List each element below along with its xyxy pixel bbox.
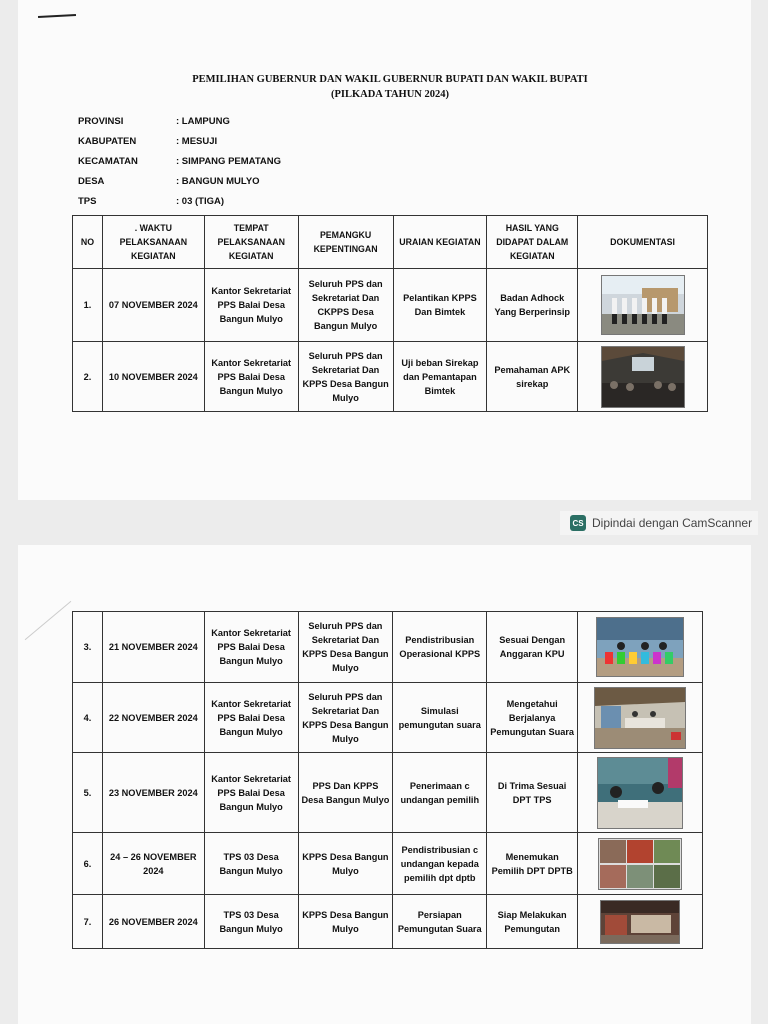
cell-uraian: Pelantikan KPPS Dan Bimtek: [393, 269, 487, 342]
document-title: [130, 72, 650, 102]
cell-pemangku: Seluruh PPS dan Sekretariat Dan KPPS Desa Bangun Mulyo: [298, 683, 393, 753]
info-key: DESA: [78, 176, 105, 187]
cell-uraian: Uji beban Sirekap dan Pemantapan Bimtek: [393, 342, 487, 412]
col-no: NO: [73, 216, 103, 269]
photo-penerimaan-undangan: [597, 757, 683, 829]
cell-dokumentasi: [578, 895, 703, 949]
info-key: TPS: [78, 196, 97, 207]
info-row: [78, 176, 281, 196]
photo-persiapan-tps: [600, 900, 680, 944]
col-waktu: . WAKTU PELAKSANAAN KEGIATAN: [102, 216, 204, 269]
table-row: [73, 895, 703, 949]
info-key: PROVINSI: [78, 116, 124, 127]
activity-table-page-2: [72, 611, 703, 949]
cell-waktu: 10 NOVEMBER 2024: [102, 342, 204, 412]
cell-no: 4.: [73, 683, 103, 753]
cell-uraian: Persiapan Pemungutan Suara: [393, 895, 487, 949]
cell-no: 6.: [73, 833, 103, 895]
cell-pemangku: KPPS Desa Bangun Mulyo: [298, 895, 393, 949]
cell-hasil: Pemahaman APK sirekap: [487, 342, 578, 412]
table-row: [73, 342, 708, 412]
info-key: KECAMATAN: [78, 156, 138, 167]
cell-waktu: 24 – 26 NOVEMBER 2024: [102, 833, 204, 895]
cell-waktu: 07 NOVEMBER 2024: [102, 269, 204, 342]
cell-hasil: Menemukan Pemilih DPT DPTB: [487, 833, 578, 895]
cell-no: 5.: [73, 753, 103, 833]
title-line-1: PEMILIHAN GUBERNUR DAN WAKIL GUBERNUR BUPATI DAN WAKIL BUPATI: [192, 74, 588, 85]
cell-dokumentasi: [578, 269, 708, 342]
table-row: [73, 833, 703, 895]
cell-uraian: Simulasi pemungutan suara: [393, 683, 487, 753]
cell-tempat: Kantor Sekretariat PPS Balai Desa Bangun Mulyo: [204, 342, 298, 412]
cell-hasil: Mengetahui Berjalanya Pemungutan Suara: [487, 683, 578, 753]
col-tempat: TEMPAT PELAKSANAAN KEGIATAN: [204, 216, 298, 269]
photo-uji-sirekap: [601, 346, 685, 408]
info-value: : SIMPANG PEMATANG: [176, 156, 282, 167]
photo-simulasi: [594, 687, 686, 749]
cell-no: 3.: [73, 612, 103, 683]
info-value: : BANGUN MULYO: [176, 176, 260, 187]
cell-tempat: Kantor Sekretariat PPS Balai Desa Bangun Mulyo: [204, 753, 298, 833]
cell-dokumentasi: [578, 683, 703, 753]
table-row: [73, 612, 703, 683]
title-line-2: (PILKADA TAHUN 2024): [330, 89, 450, 100]
camscanner-watermark: [560, 511, 758, 535]
cell-no: 1.: [73, 269, 103, 342]
info-row: [78, 196, 281, 216]
table-header: [73, 216, 708, 269]
table-row: [73, 269, 708, 342]
photo-pelantikan: [601, 275, 685, 335]
cell-pemangku: Seluruh PPS dan Sekretariat Dan KPPS Desa Bangun Mulyo: [298, 612, 393, 683]
cell-pemangku: KPPS Desa Bangun Mulyo: [298, 833, 393, 895]
info-row: [78, 156, 281, 176]
cell-pemangku: Seluruh PPS dan Sekretariat Dan CKPPS Desa Bangun Mulyo: [298, 269, 393, 342]
cell-hasil: Sesuai Dengan Anggaran KPU: [487, 612, 578, 683]
cell-waktu: 23 NOVEMBER 2024: [102, 753, 204, 833]
info-key: KABUPATEN: [78, 136, 137, 147]
info-value: : MESUJI: [176, 136, 218, 147]
cell-uraian: Penerimaan c undangan pemilih: [393, 753, 487, 833]
cell-no: 7.: [73, 895, 103, 949]
cell-tempat: TPS 03 Desa Bangun Mulyo: [204, 833, 298, 895]
col-dokumentasi: DOKUMENTASI: [578, 216, 708, 269]
col-pemangku: PEMANGKU KEPENTINGAN: [298, 216, 393, 269]
cell-hasil: Di Trima Sesuai DPT TPS: [487, 753, 578, 833]
document-info: [78, 116, 281, 216]
cell-hasil: Siap Melakukan Pemungutan: [487, 895, 578, 949]
info-value: : LAMPUNG: [176, 116, 230, 127]
cell-no: 2.: [73, 342, 103, 412]
cell-hasil: Badan Adhock Yang Berperinsip: [487, 269, 578, 342]
cell-dokumentasi: [578, 612, 703, 683]
cell-tempat: Kantor Sekretariat PPS Balai Desa Bangun Mulyo: [204, 683, 298, 753]
cell-waktu: 22 NOVEMBER 2024: [102, 683, 204, 753]
cell-dokumentasi: [578, 753, 703, 833]
cell-waktu: 21 NOVEMBER 2024: [102, 612, 204, 683]
cell-tempat: Kantor Sekretariat PPS Balai Desa Bangun Mulyo: [204, 269, 298, 342]
cell-pemangku: Seluruh PPS dan Sekretariat Dan KPPS Desa Bangun Mulyo: [298, 342, 393, 412]
camscanner-logo-icon: CS: [570, 515, 586, 531]
camscanner-text: Dipindai dengan CamScanner: [592, 516, 753, 530]
info-value: : 03 (TIGA): [176, 196, 225, 207]
table-row: [73, 753, 703, 833]
col-uraian: URAIAN KEGIATAN: [393, 216, 487, 269]
photo-pendistribusian-undangan: [598, 838, 682, 890]
photo-distribusi-operasional: [596, 617, 684, 677]
activity-table-page-1: [72, 215, 708, 412]
table-row: [73, 683, 703, 753]
info-row: [78, 136, 281, 156]
cell-dokumentasi: [578, 833, 703, 895]
cell-tempat: Kantor Sekretariat PPS Balai Desa Bangun Mulyo: [204, 612, 298, 683]
info-row: [78, 116, 281, 136]
cell-uraian: Pendistribusian Operasional KPPS: [393, 612, 487, 683]
cell-pemangku: PPS Dan KPPS Desa Bangun Mulyo: [298, 753, 393, 833]
cell-waktu: 26 NOVEMBER 2024: [102, 895, 204, 949]
cell-dokumentasi: [578, 342, 708, 412]
cell-uraian: Pendistribusian c undangan kepada pemilih dpt dptb: [393, 833, 487, 895]
col-hasil: HASIL YANG DIDAPAT DALAM KEGIATAN: [487, 216, 578, 269]
cell-tempat: TPS 03 Desa Bangun Mulyo: [204, 895, 298, 949]
